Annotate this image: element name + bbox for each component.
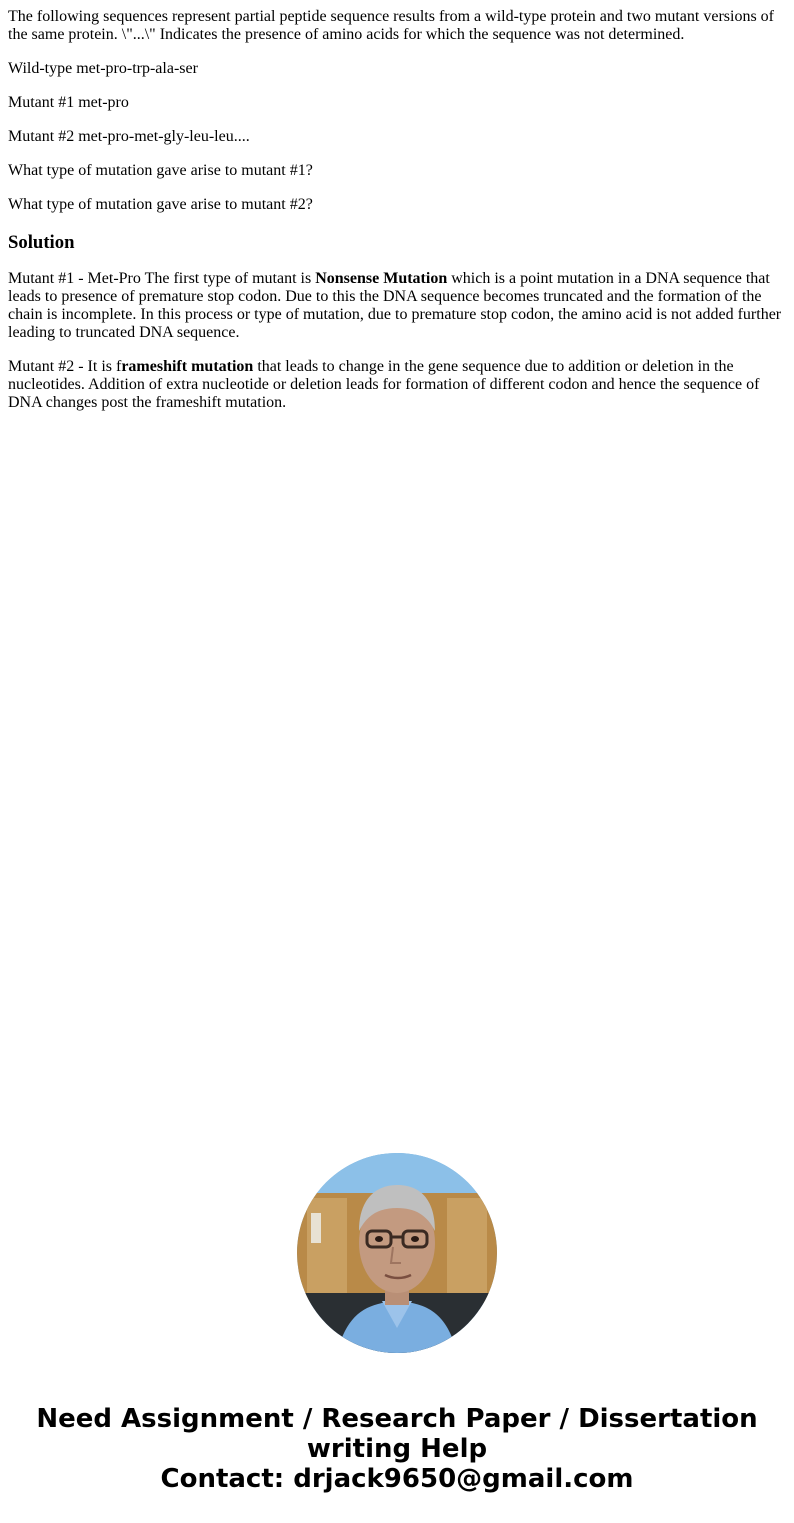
answer-1-bold: Nonsense Mutation	[315, 270, 448, 287]
answer-1-prefix: Mutant #1 - Met-Pro The first type of mutant is	[8, 270, 316, 287]
wild-type-sequence: Wild-type met-pro-trp-ala-ser	[8, 60, 198, 77]
answer-2-bold: rameshift mutation	[121, 358, 254, 375]
promo-line-2: writing Help	[306, 1434, 488, 1464]
promo-banner	[0, 1404, 794, 1494]
promo-line-1: Need Assignment / Research Paper / Dissertation	[36, 1404, 758, 1434]
solution-heading: Solution	[8, 232, 75, 253]
author-avatar	[297, 1153, 497, 1353]
answer-1	[8, 270, 786, 342]
answer-1-suffix: which is a point mutation in a DNA sequence that leads to presence of premature stop codon. Due to this the DNA sequence becomes truncated and the formation of the chain is incomplete. In this process or type of mutation, due to premature stop codon, the amino acid is not added further leading to truncated DNA sequence.	[8, 270, 782, 341]
promo-contact: Contact: drjack9650@gmail.com	[160, 1464, 634, 1494]
question-intro: The following sequences represent partial peptide sequence results from a wild-type protein and two mutant versions of the same protein. \"...\" Indicates the presence of amino acids for which the sequence was not determined.	[8, 8, 774, 43]
question-2: What type of mutation gave arise to mutant #2?	[8, 196, 313, 213]
answer-2-suffix: that leads to change in the gene sequence due to addition or deletion in the nucleotides. Addition of extra nucleotide or deletion leads for formation of different codon and hence the sequence of DNA changes post the frameshift mutation.	[8, 358, 760, 411]
question-1: What type of mutation gave arise to mutant #1?	[8, 162, 313, 179]
mutant1-sequence: Mutant #1 met-pro	[8, 94, 129, 111]
answer-2-prefix: Mutant #2 - It is f	[8, 358, 122, 375]
mutant2-sequence: Mutant #2 met-pro-met-gly-leu-leu....	[8, 128, 250, 145]
document-content	[8, 8, 786, 428]
answer-2	[8, 358, 786, 412]
